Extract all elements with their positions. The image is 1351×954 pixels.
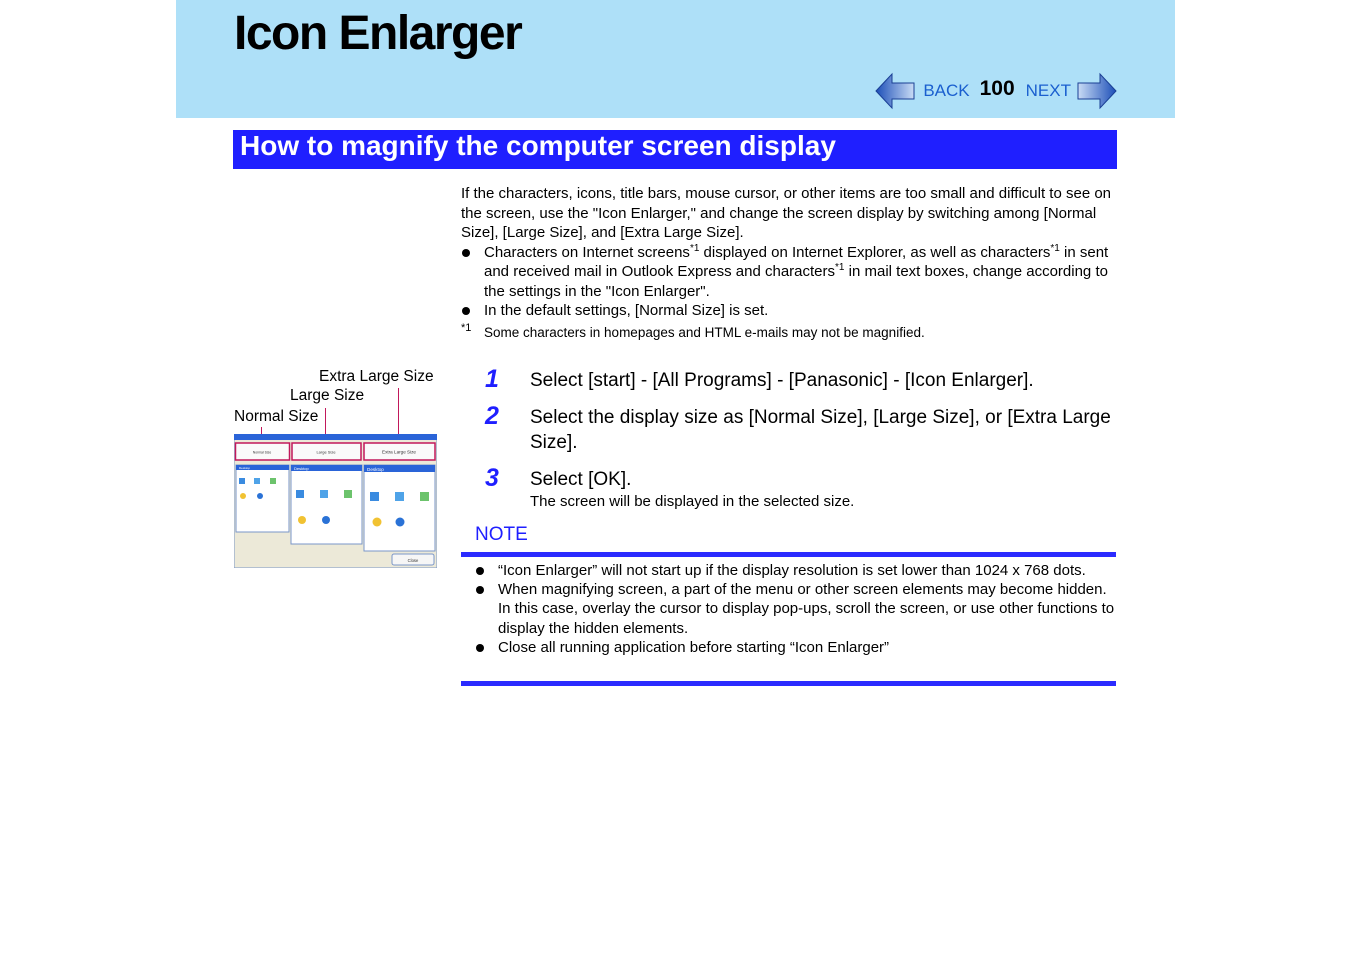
- note-bottom-rule: [461, 681, 1116, 686]
- page-header: [176, 0, 1175, 118]
- back-link[interactable]: BACK: [923, 81, 970, 100]
- intro-bullets: [461, 243, 1117, 321]
- icon-enlarger-figure: [234, 368, 439, 568]
- note-item: “Icon Enlarger” will not start up if the display resolution is set lower than 1024 x 768 dots.: [475, 561, 1115, 580]
- step-text: Select [start] - [All Programs] - [Panasonic] - [Icon Enlarger].: [530, 370, 1034, 391]
- page-title: Icon Enlarger: [234, 7, 522, 60]
- note-label: NOTE: [475, 524, 528, 545]
- step-1: [485, 365, 1117, 393]
- step-subtext: The screen will be displayed in the selected size.: [530, 493, 855, 510]
- label-large-size: Large Size: [290, 387, 365, 404]
- svg-text:Extra Large Size: Extra Large Size: [382, 449, 416, 455]
- step-number: 3: [485, 464, 499, 492]
- step-number: 1: [485, 365, 499, 393]
- step-3: [485, 464, 1117, 512]
- section-title: How to magnify the computer screen display: [240, 130, 836, 161]
- step-body: [530, 464, 1117, 512]
- svg-text:Desktop: Desktop: [367, 467, 384, 472]
- svg-text:Normal Size: Normal Size: [252, 450, 272, 455]
- step-text: Select [OK].: [530, 469, 632, 490]
- intro-paragraph: If the characters, icons, title bars, mouse cursor, or other items are too small and difficult to see on the screen, use the "Icon Enlarger," and change the screen display by switching among [Normal Size], [Large Size], and [Extra Large Size].: [461, 185, 1112, 241]
- footnote-mark: *1: [461, 321, 472, 334]
- step-2: [485, 402, 1117, 455]
- note-top-rule: [461, 552, 1116, 557]
- label-extra-large-size: Extra Large Size: [319, 368, 434, 385]
- back-arrow-icon[interactable]: [875, 72, 915, 110]
- svg-text:Large Size: Large Size: [316, 449, 336, 455]
- step-text: Select the display size as [Normal Size], [Large Size], or [Extra Large Size].: [530, 407, 1111, 453]
- note-item: When magnifying screen, a part of the menu or other screen elements may become hidden. In this case, overlay the cursor to display pop-ups, scroll the screen, or use other functions to display the hidden elements.: [475, 580, 1115, 638]
- intro-bullet: In the default settings, [Normal Size] is set.: [461, 301, 1117, 321]
- svg-text:Desktop: Desktop: [294, 466, 309, 471]
- note-list: [475, 561, 1115, 657]
- svg-text:Close: Close: [407, 558, 419, 563]
- intro-block: [461, 184, 1117, 342]
- page-nav: [875, 72, 1117, 110]
- note-item: Close all running application before starting “Icon Enlarger”: [475, 638, 1115, 657]
- footnote: [461, 323, 1117, 343]
- page-number: 100: [979, 77, 1015, 100]
- enlarger-screenshot: [234, 434, 437, 568]
- step-number: 2: [485, 402, 499, 430]
- procedure-steps: [485, 365, 1117, 521]
- next-arrow-icon[interactable]: [1077, 72, 1117, 110]
- next-link[interactable]: NEXT: [1025, 81, 1071, 100]
- svg-text:Desktop: Desktop: [239, 466, 251, 470]
- footnote-text: Some characters in homepages and HTML e-mails may not be magnified.: [484, 324, 925, 340]
- section-heading-bar: [233, 130, 1117, 169]
- intro-bullet: Characters on Internet screens$^{*1}$ displayed on Internet Explorer, as well as characters$^{*1}$ in sent and received mail in Outlook Express and characters$^{*1}$ in mail text boxes, change according to the settings in the "Icon Enlarger".: [461, 243, 1117, 302]
- label-normal-size: Normal Size: [234, 408, 319, 425]
